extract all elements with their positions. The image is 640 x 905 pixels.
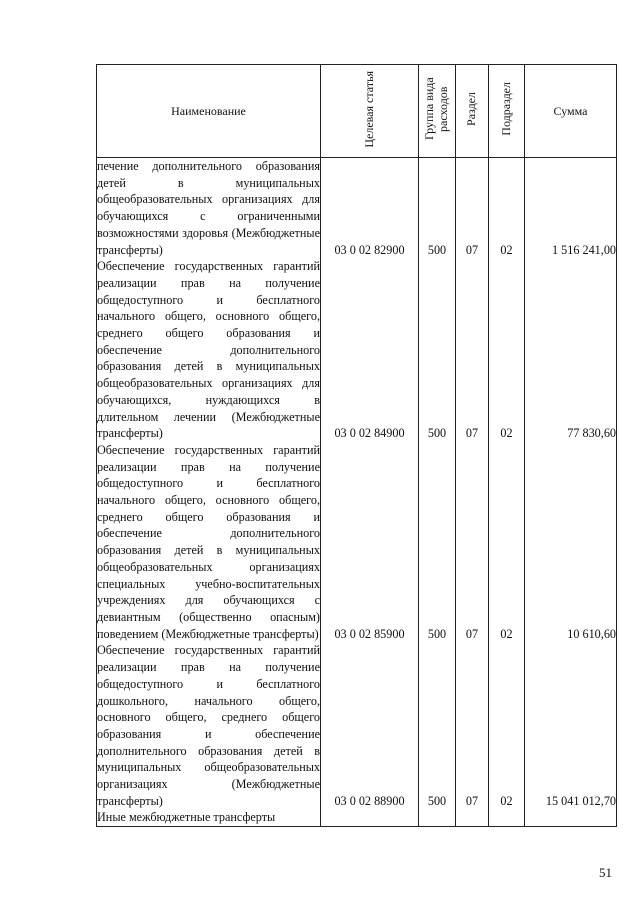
row-section: 07 — [456, 442, 489, 642]
row-group: 500 — [419, 642, 456, 809]
row-code — [321, 809, 419, 826]
row-amount: 15 041 012,70 — [525, 642, 617, 809]
table-row — [97, 158, 617, 259]
budget-table — [96, 64, 617, 827]
row-group: 500 — [419, 442, 456, 642]
row-section: 07 — [456, 642, 489, 809]
row-subsection: 02 — [489, 642, 525, 809]
table-row — [97, 809, 617, 826]
row-code: 03 0 02 84900 — [321, 258, 419, 442]
row-name: Иные межбюджетные трансферты — [97, 809, 321, 826]
table-header-row — [97, 65, 617, 158]
header-subsection: Подраздел — [489, 65, 525, 158]
row-section — [456, 809, 489, 826]
table-row — [97, 642, 617, 809]
row-group: 500 — [419, 158, 456, 259]
row-subsection: 02 — [489, 258, 525, 442]
table-row — [97, 442, 617, 642]
row-amount: 10 610,60 — [525, 442, 617, 642]
row-code: 03 0 02 88900 — [321, 642, 419, 809]
row-section: 07 — [456, 258, 489, 442]
row-amount: 77 830,60 — [525, 258, 617, 442]
row-name: Обеспечение государственных гарантий реализации прав на получение общедоступного и бесплатного дошкольного, начального общего, основного общего, среднего общего образования и обеспечение дополнительного образования детей в муниципальных общеобразовательных организациях (Межбюджетные трансферты) — [97, 643, 320, 808]
row-group: 500 — [419, 258, 456, 442]
row-subsection — [489, 809, 525, 826]
header-name: Наименование — [97, 65, 321, 158]
header-amount: Сумма — [525, 65, 617, 158]
row-code: 03 0 02 82900 — [321, 158, 419, 259]
header-expense-group: Группа вида расходов — [419, 65, 456, 158]
row-section: 07 — [456, 158, 489, 259]
row-subsection: 02 — [489, 158, 525, 259]
row-group — [419, 809, 456, 826]
header-section: Раздел — [456, 65, 489, 158]
row-name: Обеспечение государственных гарантий реализации прав на получение общедоступного и бесплатного начального общего, основного общего, среднего общего образования и обеспечение дополнительного образования детей в муниципальных общеобразовательных организациях для обучающихся, нуждающихся в длительном лечении (Межбюджетные трансферты) — [97, 259, 320, 441]
header-target-article: Целевая статья — [321, 65, 419, 158]
row-amount — [525, 809, 617, 826]
page-number: 51 — [599, 865, 612, 880]
table-row — [97, 258, 617, 442]
row-name: Обеспечение государственных гарантий реализации прав на получение общедоступного и бесплатного начального общего, основного общего, среднего общего образования и обеспечение дополнительного образования детей в муниципальных общеобразовательных организациях специальных учебно-воспитательных учреждениях для обучающихся с девиантным (общественно опасным) поведением (Межбюджетные трансферты) — [97, 442, 320, 641]
row-code: 03 0 02 85900 — [321, 442, 419, 642]
row-amount: 1 516 241,00 — [525, 158, 617, 259]
row-subsection: 02 — [489, 442, 525, 642]
row-name: печение дополнительного образования детей в муниципальных общеобразовательных организациях для обучающихся с ограниченными возможностями здоровья (Межбюджетные трансферты) — [97, 159, 320, 257]
